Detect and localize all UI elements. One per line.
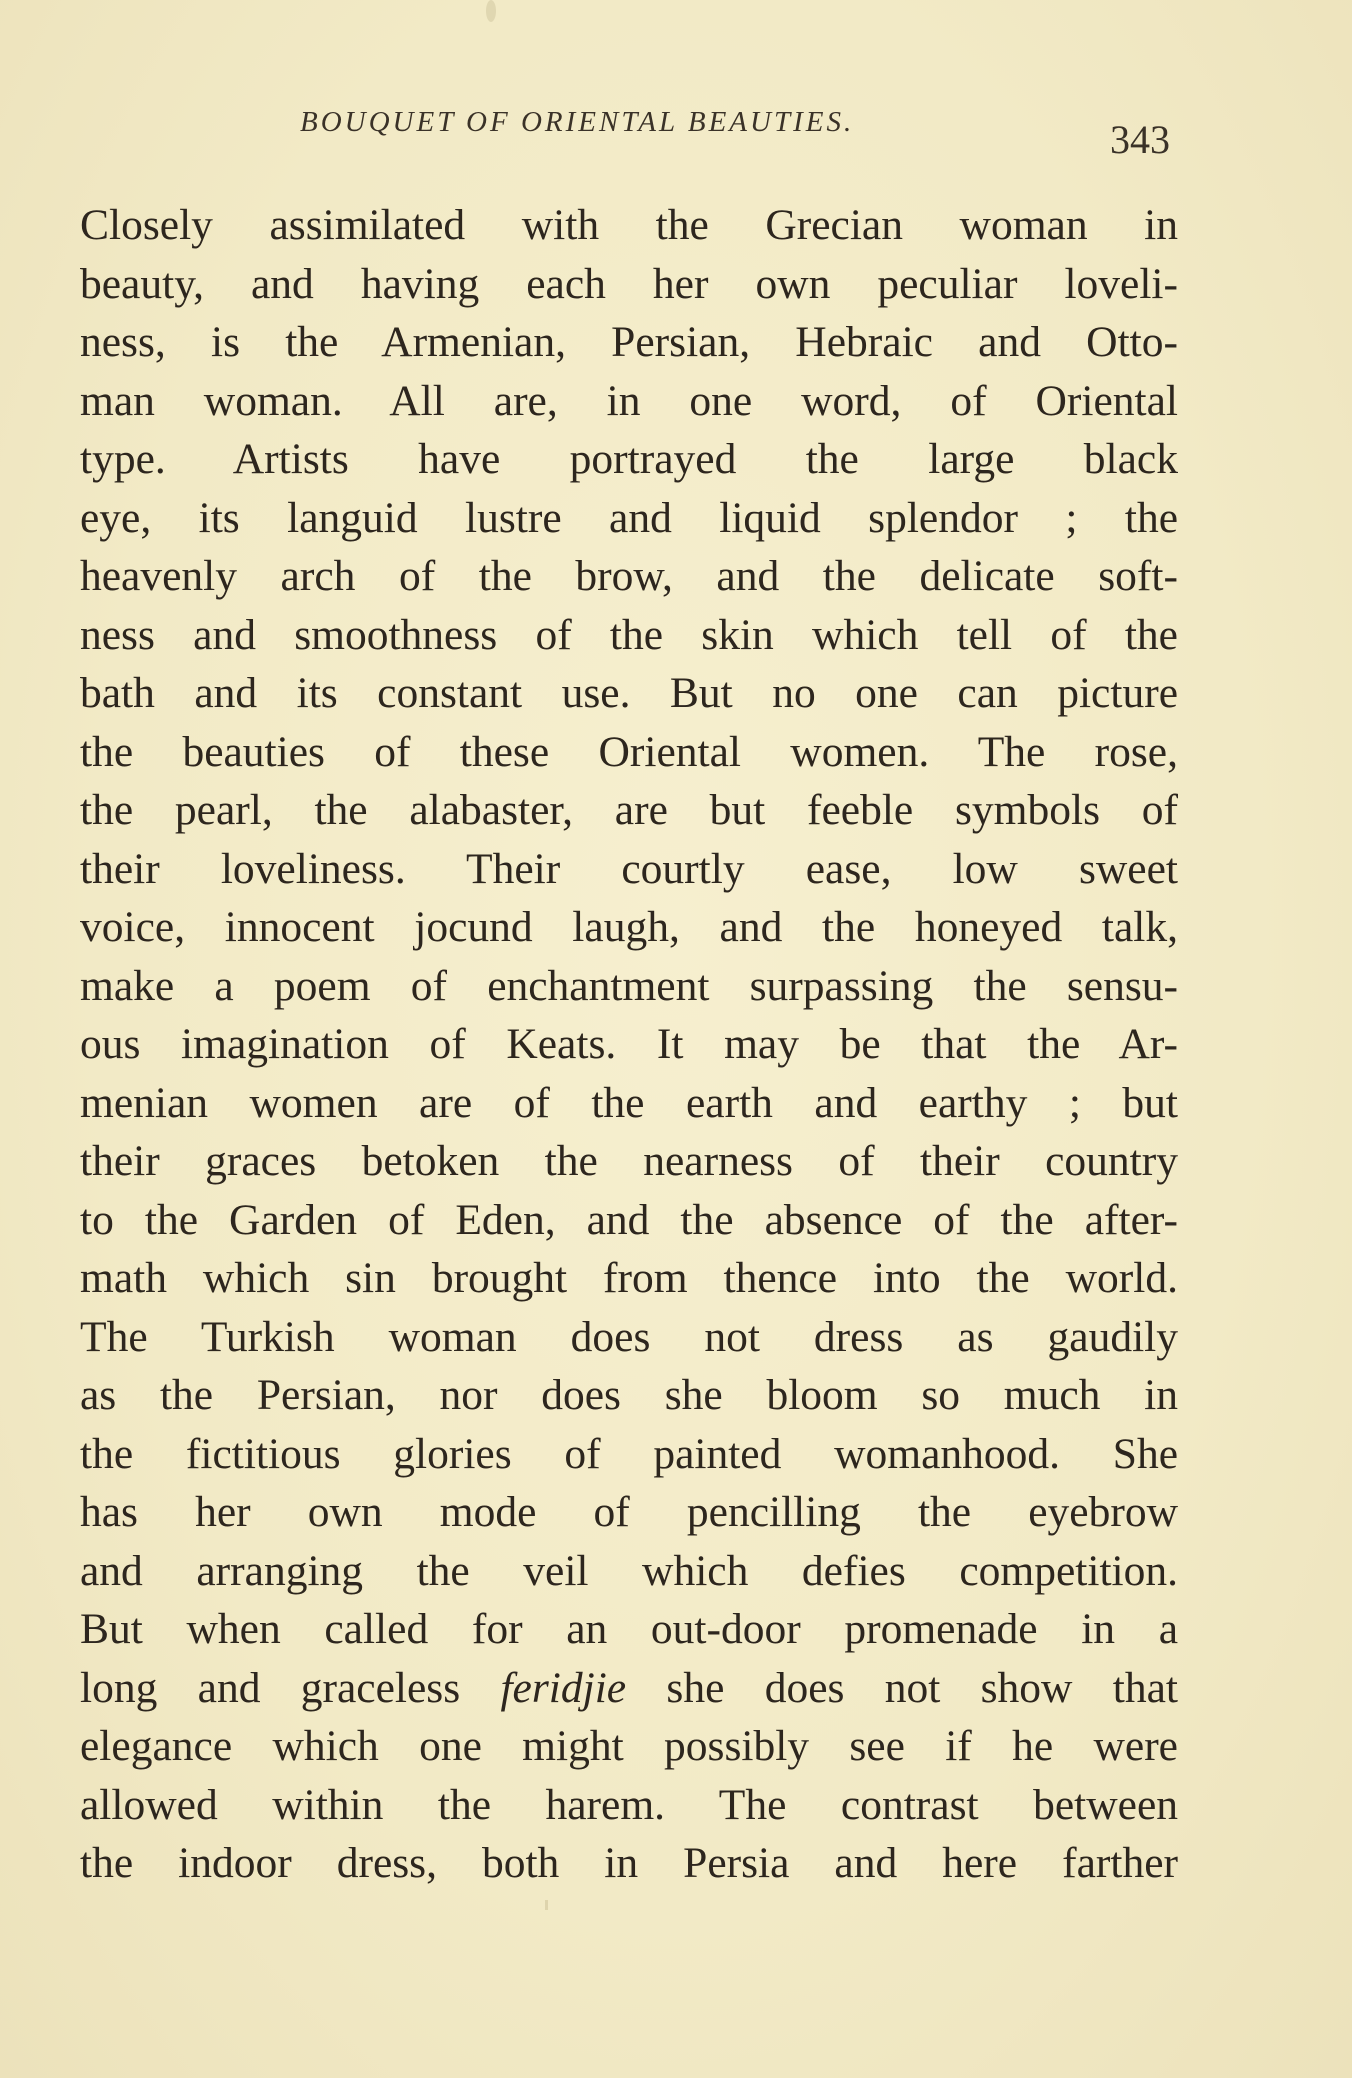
text-line: beauty, and having each her own peculiar loveli- <box>80 259 1178 308</box>
text-line: bath and its constant use. But no one can picture <box>80 669 1178 717</box>
text-segment: she does not show that <box>626 1663 1178 1712</box>
text-line: and arranging the veil which defies competition. <box>80 1546 1178 1595</box>
text-line: eye, its languid lustre and liquid splendor ; the <box>80 493 1178 542</box>
body-paragraph <box>80 196 1178 1893</box>
text-line-feridjie <box>80 1659 1178 1718</box>
text-line: heavenly arch of the brow, and the delicate soft- <box>80 552 1178 600</box>
text-line: voice, innocent jocund laugh, and the honeyed talk, <box>80 903 1178 951</box>
paper-blemish <box>545 1900 548 1910</box>
text-line: to the Garden of Eden, and the absence of the after- <box>80 1195 1178 1244</box>
text-line: ness, is the Armenian, Persian, Hebraic and Otto- <box>80 318 1178 366</box>
text-line: type. Artists have portrayed the large black <box>80 435 1178 483</box>
italic-word: feridjie <box>500 1663 627 1712</box>
text-line: But when called for an out-door promenade in a <box>80 1605 1178 1653</box>
page-number: 343 <box>1110 117 1170 162</box>
paper-blemish <box>486 0 496 22</box>
text-line: menian women are of the earth and earthy ; but <box>80 1078 1178 1127</box>
text-line: ness and smoothness of the skin which tell of the <box>80 610 1178 659</box>
text-line: make a poem of enchantment surpassing the sensu- <box>80 961 1178 1010</box>
text-line: the fictitious glories of painted womanhood. She <box>80 1429 1178 1478</box>
text-line: their graces betoken the nearness of their country <box>80 1137 1178 1185</box>
text-line: allowed within the harem. The contrast between <box>80 1780 1178 1829</box>
text-line: Closely assimilated with the Grecian woman in <box>80 201 1178 249</box>
text-line: The Turkish woman does not dress as gaudily <box>80 1312 1178 1361</box>
text-line: the beauties of these Oriental women. The rose, <box>80 727 1178 776</box>
text-line: elegance which one might possibly see if he were <box>80 1722 1178 1770</box>
text-line: their loveliness. Their courtly ease, low sweet <box>80 844 1178 893</box>
running-title: BOUQUET OF ORIENTAL BEAUTIES. <box>300 106 855 138</box>
text-line: ous imagination of Keats. It may be that the Ar- <box>80 1020 1178 1068</box>
text-line: math which sin brought from thence into the world. <box>80 1254 1178 1302</box>
text-segment: long and graceless <box>80 1663 501 1712</box>
text-line: the indoor dress, both in Persia and here farther <box>80 1839 1178 1887</box>
text-line: has her own mode of pencilling the eyebrow <box>80 1488 1178 1536</box>
text-line: the pearl, the alabaster, are but feeble symbols of <box>80 786 1178 834</box>
text-line: as the Persian, nor does she bloom so much in <box>80 1371 1178 1419</box>
text-line: man woman. All are, in one word, of Oriental <box>80 376 1178 425</box>
